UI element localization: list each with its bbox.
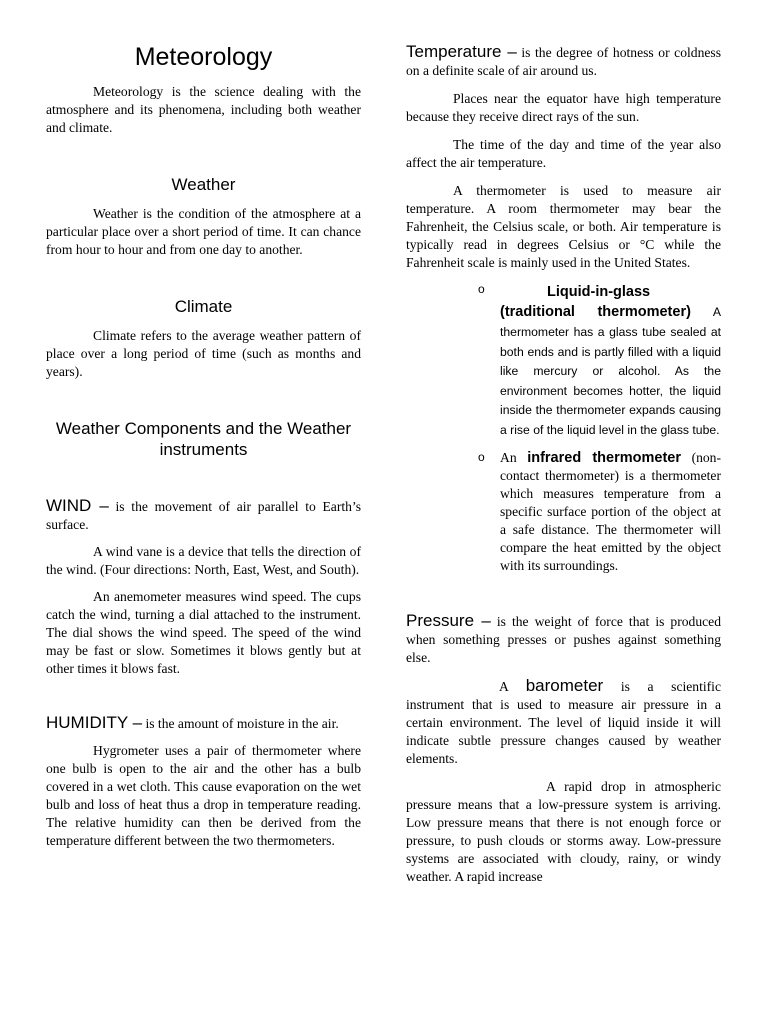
right-column xyxy=(406,43,721,886)
temperature-term: Temperature – xyxy=(406,42,517,61)
temperature-paragraph xyxy=(406,43,721,80)
thermometer-paragraph: A thermometer is used to measure air temperature. A room thermometer may bear the Fahrenheit, the Celsius scale, or both. Air temperature is typically read in degrees Celsius or °C while the Fahrenheit scale is mainly used in the United States. xyxy=(406,183,721,270)
liquid-in-glass-text: A thermometer has a glass tube sealed at both ends and is partly filled with a liquid like mercury or alcohol. As the environment becomes hotter, the liquid inside the thermometer expands causing a rise of the liquid level in the glass tube. xyxy=(500,305,721,437)
page-title: Meteorology xyxy=(134,43,273,71)
infrared-heading: infrared thermometer xyxy=(527,449,681,466)
liquid-in-glass-heading: Liquid-in-glass (traditional thermometer) xyxy=(500,284,691,320)
climate-paragraph: Climate refers to the average weather pattern of place over a long period of time (such as months and years). xyxy=(46,328,361,379)
list-item-infrared xyxy=(406,449,721,575)
intro-paragraph: Meteorology is the science dealing with the atmosphere and its phenomena, including both weather and climate. xyxy=(46,84,361,135)
barometer-term: barometer xyxy=(525,675,604,695)
climate-heading: Climate xyxy=(174,297,233,316)
list-item-liquid-in-glass xyxy=(406,282,721,440)
barometer-paragraph xyxy=(406,677,721,768)
pressure-term: Pressure – xyxy=(406,610,491,630)
temperature-definition: is the degree of hotness or coldness on a definite scale of air around us. xyxy=(406,45,721,78)
barometer-text: is a scientific instrument that is used to measure air pressure in a certain environment. The level of liquid inside it will indicate subtle pressure changes caused by weather elements. xyxy=(406,678,721,766)
infrared-text: (non-contact thermometer) is a thermometer which measures temperature from a specific surface portion of the object at a safe distance. The thermometer will compare the heat emitted by the object with its surroundings. xyxy=(500,449,722,573)
wind-term: WIND – xyxy=(46,496,109,515)
time-paragraph: The time of the day and time of the year also affect the air temperature. xyxy=(406,137,721,170)
pressure-definition: is the weight of force that is produced when something presses or pushes against something else. xyxy=(406,613,722,665)
wind-vane-paragraph: A wind vane is a device that tells the direction of the wind. (Four directions: North, East, West, and South). xyxy=(46,544,361,577)
bullet-marker: o xyxy=(478,449,485,464)
infrared-prefix: An xyxy=(500,449,517,465)
wind-paragraph xyxy=(46,497,361,534)
pressure-drop-paragraph: A rapid drop in atmospheric pressure means that a low-pressure system is arriving. Low pressure means that there is not enough force or pressure, to push clouds or storms away. Low-pressure systems are associated with cloudy, rainy, or windy weather. A rapid increase xyxy=(406,778,721,884)
wind-definition: is the movement of air parallel to Earth’s surface. xyxy=(46,499,362,532)
components-heading: Weather Components and the Weather instruments xyxy=(55,419,352,459)
anemometer-paragraph: An anemometer measures wind speed. The cups catch the wind, turning a dial attached to the instrument. The dial shows the wind speed. The speed of the wind may be fast or slow. Sometimes it blows gently but at other times it blows fast. xyxy=(46,589,361,676)
barometer-prefix: A xyxy=(499,678,509,694)
bullet-marker: o xyxy=(478,282,485,296)
pressure-paragraph xyxy=(406,612,721,667)
humidity-definition: is the amount of moisture in the air. xyxy=(145,716,339,731)
humidity-term: HUMIDITY – xyxy=(46,713,143,732)
equator-paragraph: Places near the equator have high temperature because they receive direct rays of the sun. xyxy=(406,91,721,124)
weather-heading: Weather xyxy=(171,175,236,194)
left-column xyxy=(46,38,361,850)
hygrometer-paragraph: Hygrometer uses a pair of thermometer where one bulb is open to the air and the other has a bulb covered in a wet cloth. This cause evaporation on the wet bulb and loss of heat thus a drop in temperature reading. The relative humidity can then be derived from the temperature different between the two thermometers. xyxy=(46,743,361,848)
humidity-paragraph xyxy=(46,714,361,733)
weather-paragraph: Weather is the condition of the atmosphere at a particular place over a short period of time. It can chance from hour to hour and from one day to another. xyxy=(46,206,361,257)
